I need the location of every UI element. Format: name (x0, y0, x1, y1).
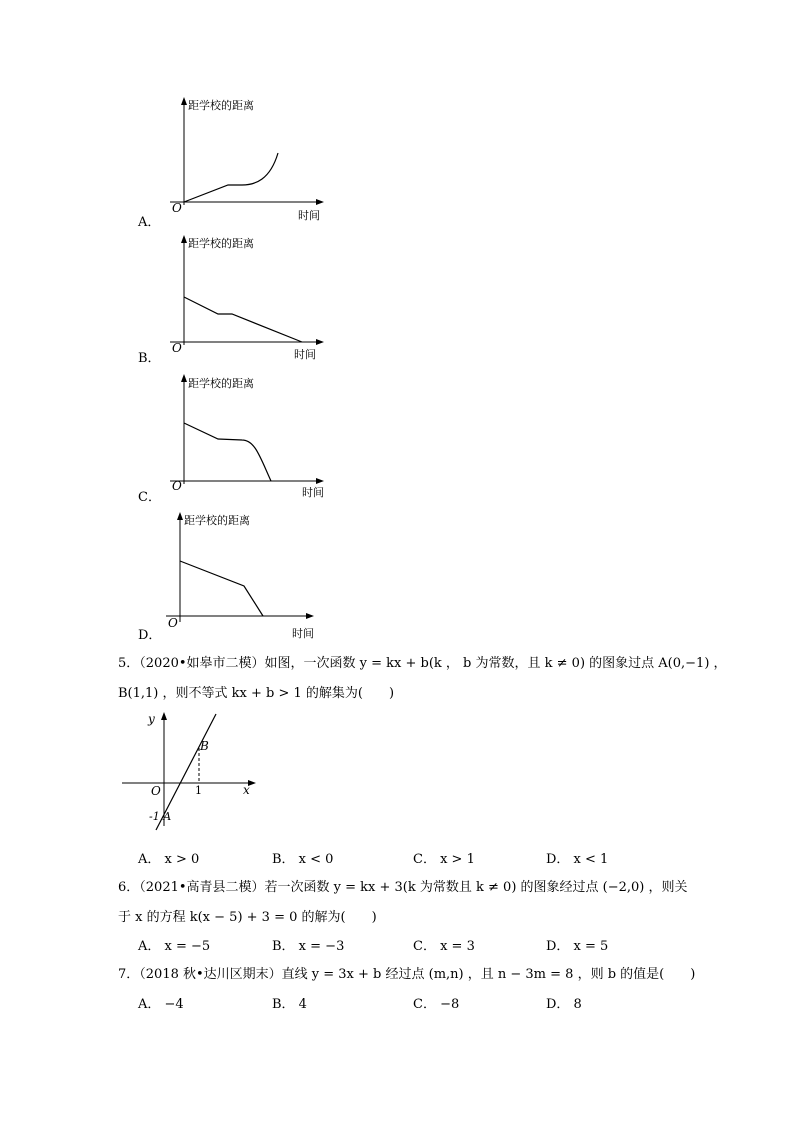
origin-c: O (172, 479, 182, 493)
q5-y-label: y (148, 712, 155, 726)
ylabel-d: 距学校的距离 (184, 514, 250, 527)
xlabel-d: 时间 (292, 627, 314, 640)
ylabel-a: 距学校的距离 (188, 99, 254, 112)
q4-option-a (130, 95, 330, 230)
xlabel-c: 时间 (302, 486, 324, 499)
ylabel-b: 距学校的距离 (188, 237, 254, 250)
origin-a: O (172, 201, 182, 215)
q5-tick-one: 1 (195, 784, 202, 797)
q6-stem-line1: 6．（2021•高青县二模）若一次函数 y = kx + 3(k 为常数且 k ≠ 0) 的图象经过点 (−2,0) ，则关 (118, 880, 688, 895)
letter-d: D． (138, 628, 162, 643)
letter-c: C． (138, 490, 161, 505)
q6-option-b: B． x = −3 (272, 939, 345, 954)
xlabel-a: 时间 (298, 209, 320, 222)
ylabel-c: 距学校的距离 (188, 377, 254, 390)
q5-option-a: A． x > 0 (138, 852, 200, 867)
xlabel-b: 时间 (294, 348, 316, 361)
q4-option-c (130, 372, 330, 507)
q5-x-label: x (243, 783, 250, 797)
q5-option-d: D． x < 1 (546, 852, 609, 867)
q6-option-a: A． x = −5 (138, 939, 211, 954)
q5-point-a-label: -1 A (149, 810, 172, 823)
q7-option-a: A． −4 (138, 997, 184, 1012)
q5-stem-line2: B(1,1) ，则不等式 kx + b > 1 的解集为( ) (118, 686, 395, 701)
q4-option-b (130, 233, 330, 368)
letter-b: B． (138, 351, 161, 366)
q5-coordinate-graph (118, 708, 268, 833)
q6-option-c: C． x = 3 (413, 939, 475, 954)
q6-option-d: D． x = 5 (546, 939, 609, 954)
q7-option-b: B． 4 (272, 997, 307, 1012)
q7-stem-line1: 7．（2018 秋•达川区期末）直线 y = 3x + b 经过点 (m,n) ，且 n − 3m = 8 ，则 b 的值是( ) (118, 967, 696, 982)
q6-stem-line2: 于 x 的方程 k(x − 5) + 3 = 0 的解为( ) (118, 910, 377, 925)
q5-figure (118, 708, 268, 833)
letter-a: A． (138, 215, 161, 230)
origin-d: O (168, 616, 178, 630)
q5-option-c: C． x > 1 (413, 852, 475, 867)
q7-option-c: C． −8 (413, 997, 460, 1012)
q4-option-d (130, 510, 330, 645)
q5-option-b: B． x < 0 (272, 852, 334, 867)
q7-option-d: D． 8 (546, 997, 582, 1012)
origin-b: O (172, 341, 182, 355)
q5-point-b-label: B (200, 739, 209, 753)
q5-stem-line1: 5．（2020•如皋市二模）如图，一次函数 y = kx + b(k ， b 为常数，且 k ≠ 0) 的图象过点 A(0,−1) ， (118, 656, 727, 671)
q5-origin-label: O (151, 784, 161, 798)
